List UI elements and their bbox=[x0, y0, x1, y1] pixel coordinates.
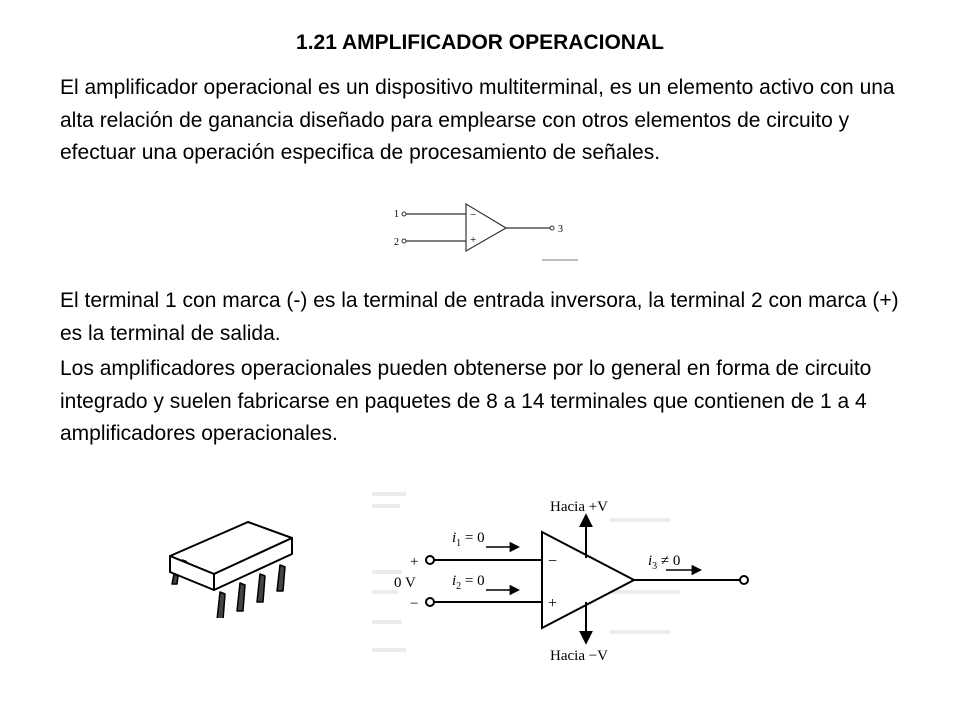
supply-positive-label: Hacia +V bbox=[550, 499, 609, 515]
paragraph-intro: El amplificador operacional es un dispositivo multiterminal, es un elemento activo con una alta relación de ganancia diseñado para emplearse con otros elementos de circuito y efectuar una operación especifica de procesamiento de señales. bbox=[60, 76, 895, 164]
paragraph-terminals: El terminal 1 con marca (-) es la terminal de entrada inversora, la terminal 2 con marca (+) es la terminal de salida. bbox=[60, 289, 899, 345]
noninverting-sign: + bbox=[470, 234, 477, 246]
opamp-symbol-small bbox=[392, 198, 582, 264]
opamp-diagram-large bbox=[360, 490, 780, 672]
inverting-sign: − bbox=[470, 209, 477, 221]
inverting-input-sign: − bbox=[548, 553, 558, 570]
input-voltage-label: 0 V bbox=[394, 575, 416, 591]
input-plus-sign: + bbox=[410, 554, 419, 570]
pin-2-label: 2 bbox=[394, 237, 399, 248]
supply-negative-label: Hacia −V bbox=[550, 648, 609, 664]
slide-title: 1.21 AMPLIFICADOR OPERACIONAL bbox=[296, 31, 664, 54]
current-i2-label: $i_2 = 0$ bbox=[452, 573, 485, 592]
current-i3-label: $i_3 \ne 0$ bbox=[648, 553, 681, 572]
noninverting-input-sign: + bbox=[548, 595, 558, 612]
pin-1-label: 1 bbox=[394, 209, 399, 220]
ic-chip-illustration bbox=[160, 508, 310, 618]
input-minus-sign: − bbox=[410, 596, 419, 612]
pin-3-label: 3 bbox=[558, 224, 563, 235]
current-i1-label: $i_1 = 0$ bbox=[452, 530, 485, 549]
faded-background-text bbox=[372, 492, 680, 652]
paragraph-packages: Los amplificadores operacionales pueden obtenerse por lo general en forma de circuito integrado y suelen fabricarse en paquetes de 8 a 14 terminales que contienen de 1 a 4 amplificadores operacionales. bbox=[60, 357, 872, 445]
